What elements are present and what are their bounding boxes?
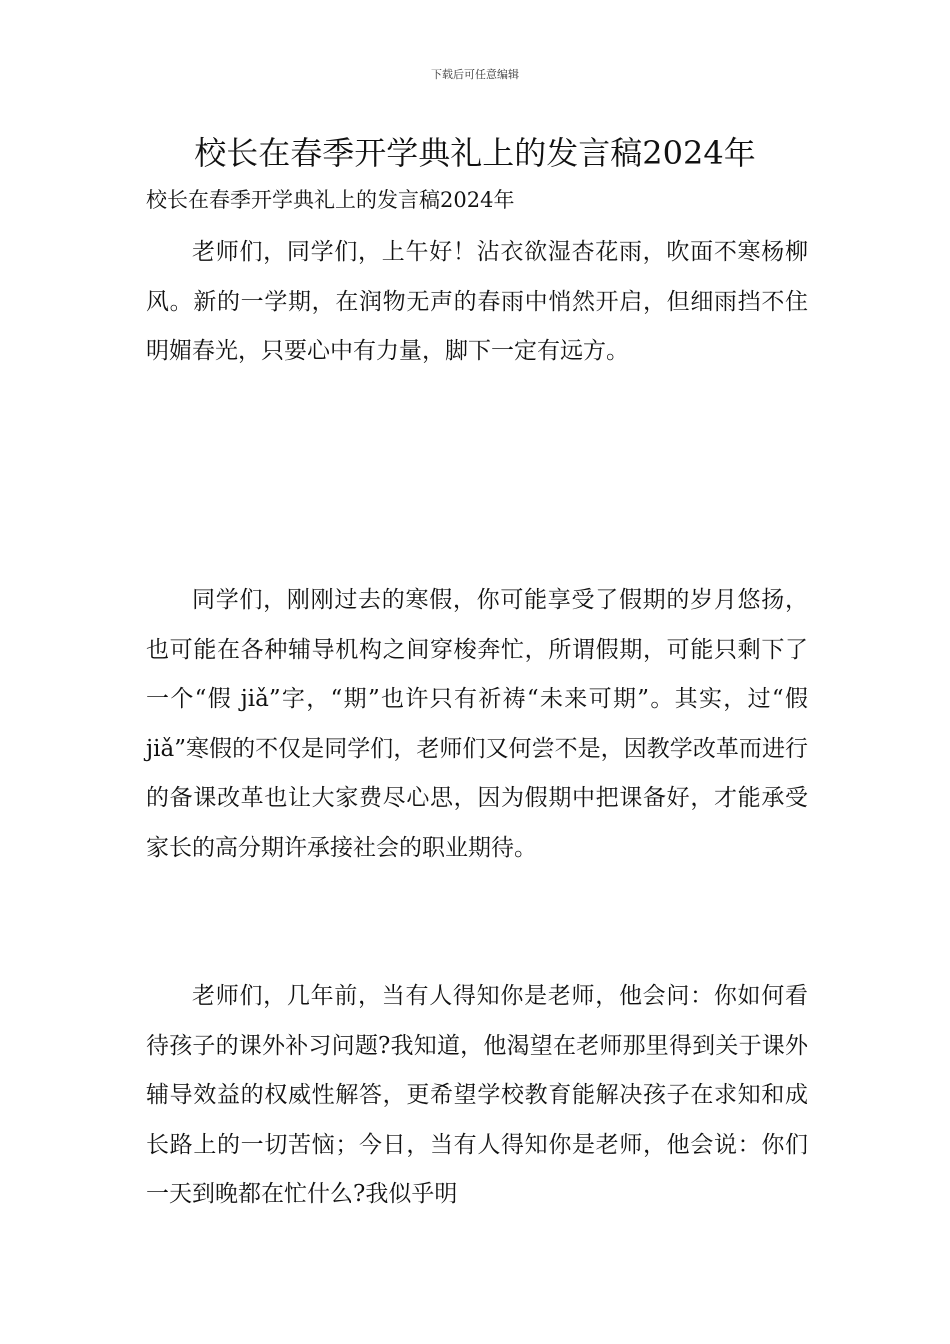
header-note: 下载后可任意编辑 bbox=[431, 68, 519, 81]
document-title: 校长在春季开学典礼上的发言稿2024年 bbox=[194, 134, 756, 172]
paragraph-3: 老师们，几年前，当有人得知你是老师，他会问：你如何看待孩子的课外补习问题?我知道，他渴望在老师那里得到关于课外辅导效益的权威性解答，更希望学校教育能解决孩子在求知和成长路上的一切苦恼；今日，当有人得知你是老师，他会说：你们一天到晚都在忙什么?我似乎明 bbox=[146, 983, 808, 1207]
document-subtitle: 校长在春季开学典礼上的发言稿2024年 bbox=[146, 188, 515, 212]
paragraph-1: 老师们，同学们，上午好！沾衣欲湿杏花雨，吹面不寒杨柳风。新的一学期，在润物无声的春雨中悄然开启，但细雨挡不住明媚春光，只要心中有力量，脚下一定有远方。 bbox=[146, 239, 808, 364]
paragraph-2: 同学们，刚刚过去的寒假，你可能享受了假期的岁月悠扬，也可能在各种辅导机构之间穿梭奔忙，所谓假期，可能只剩下了一个“假 jiǎ”字，“期”也许只有祈祷“未来可期”。其实，过“假 jiǎ”寒假的不仅是同学们，老师们又何尝不是，因教学改革而进行的备课改革也让大家费尽心思，因为假期中把课备好，才能承受家长的高分期许承接社会的职业期待。 bbox=[146, 587, 808, 861]
